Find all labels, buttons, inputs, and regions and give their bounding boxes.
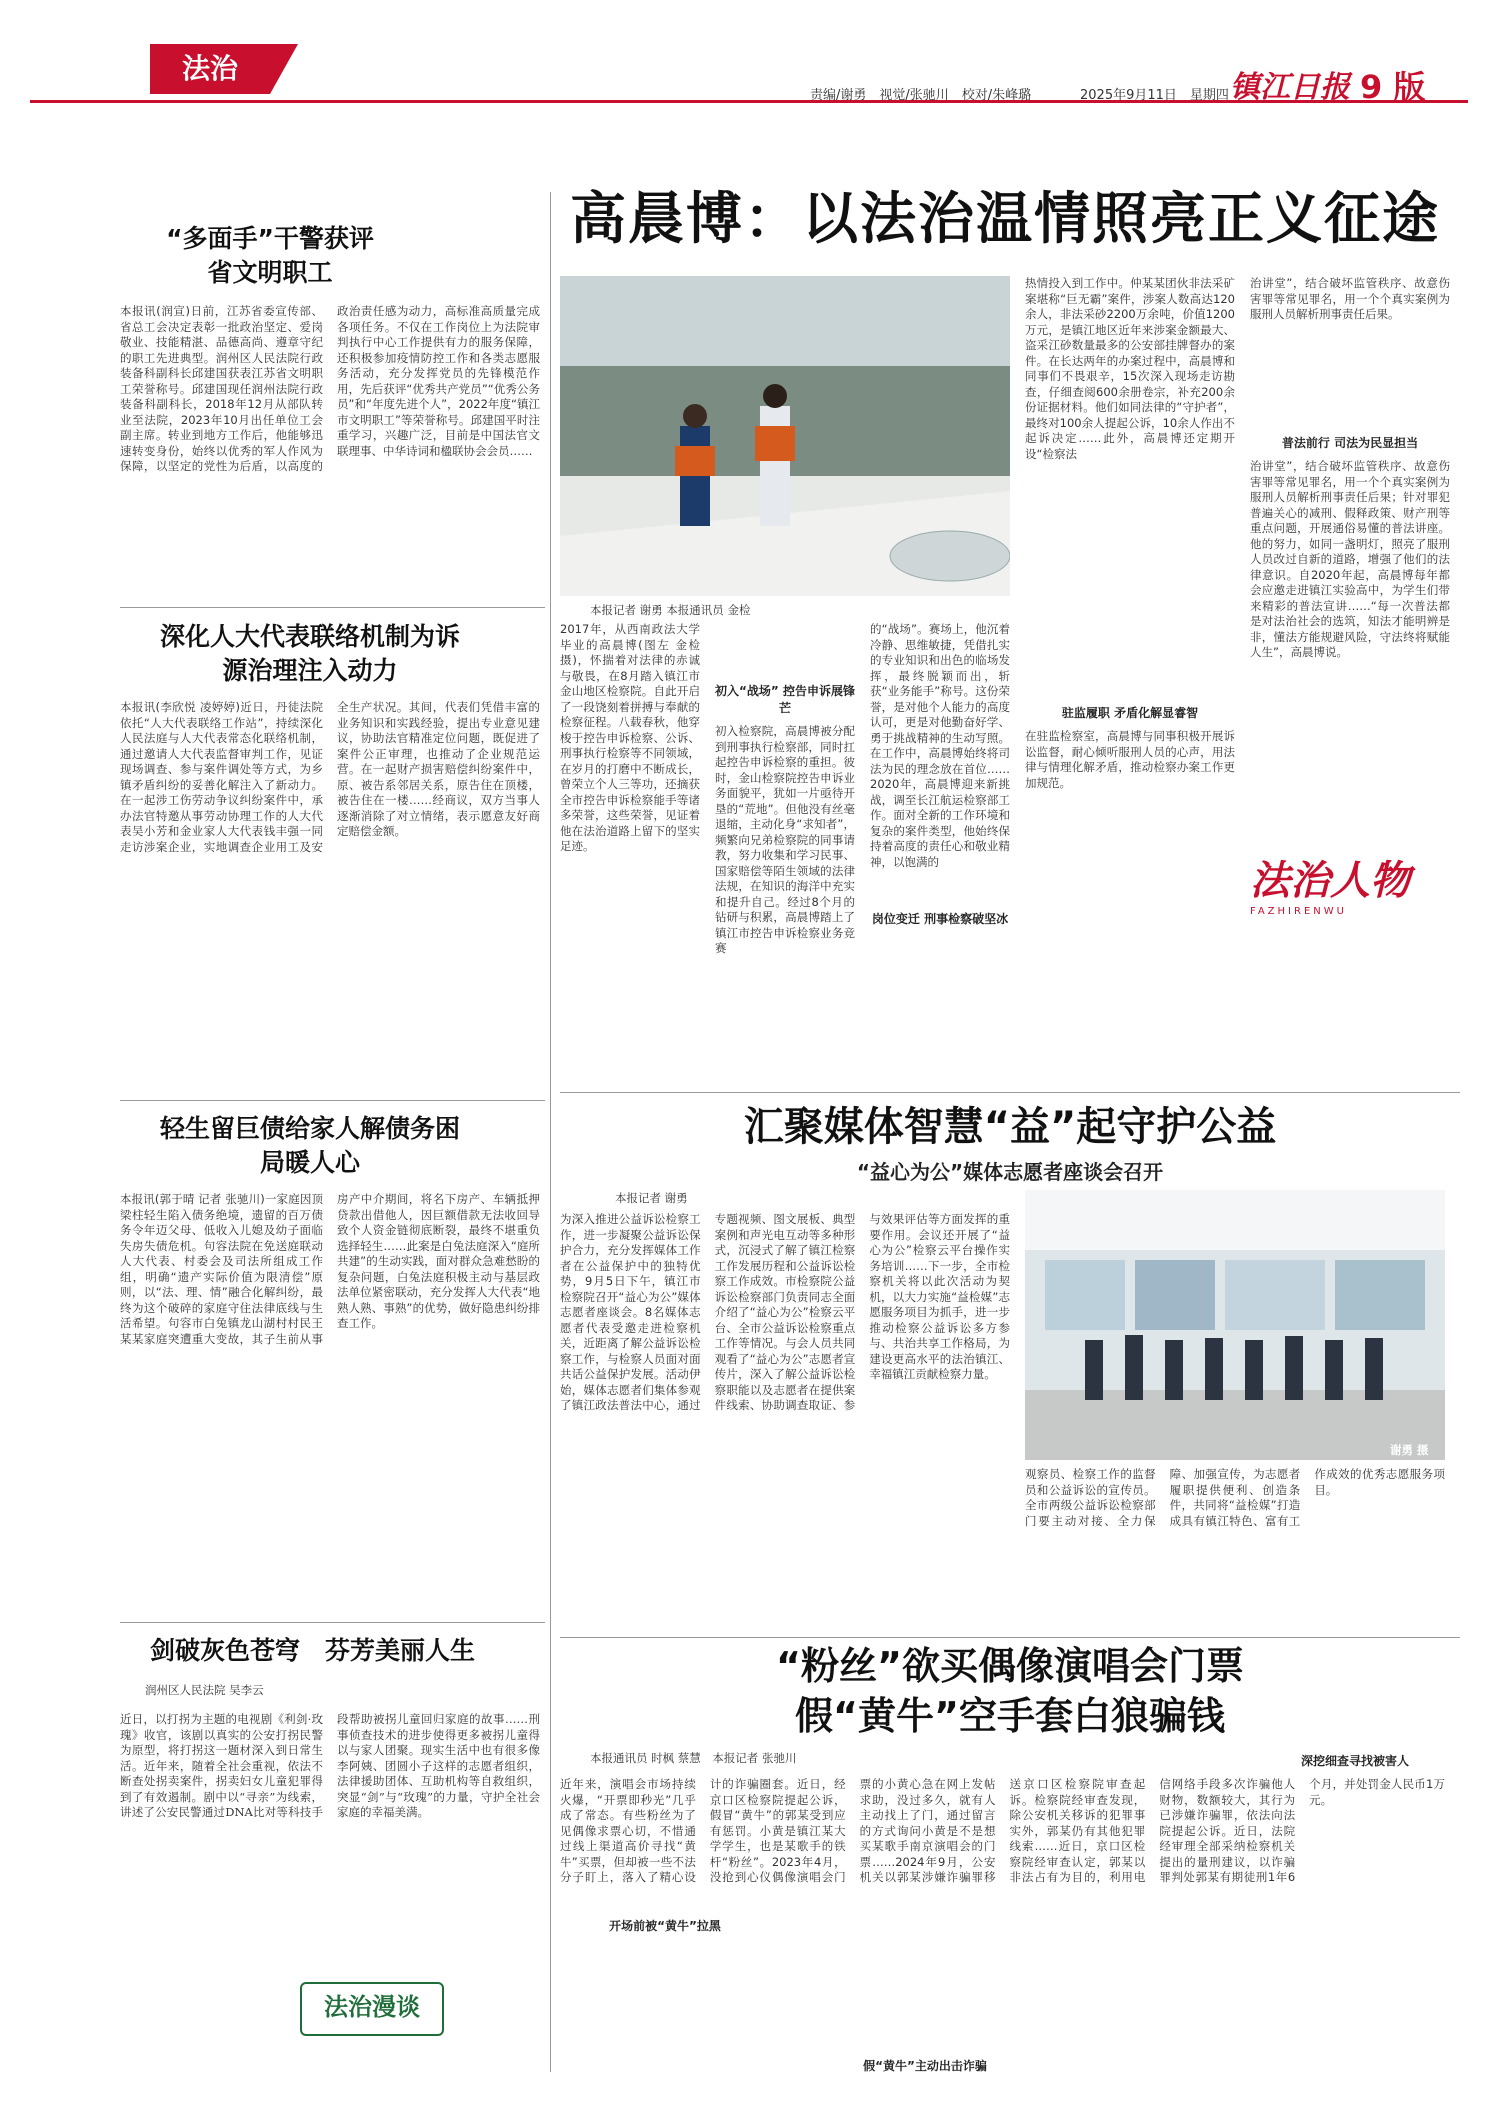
main-story-photo: [560, 276, 1010, 596]
bottom-subhead-3: 深挖细查寻找被害人: [1300, 1754, 1409, 1768]
bottom-story-title1: “粉丝”欲买偶像演唱会门票: [776, 1644, 1244, 1688]
main-story-col2-wrap: [715, 622, 855, 1092]
exhibit-hall-scene: [1025, 1190, 1445, 1460]
main-story-col4-wrap: [1025, 276, 1235, 1086]
mid-story-body2: 观察员、检察工作的监督员和公益诉讼的宣传员。全市两级公益诉讼检察部门要主动对接、全力保障、加强宣传，为志愿者履职提供便利、创造条件，共同将“益检媒”打造成具有镇江特色、富有工作成效的优秀志愿服务项目。: [1025, 1467, 1445, 1528]
left1-body: 本报讯(润宣)日前，江苏省委宣传部、省总工会决定表彰一批政治坚定、爱岗敬业、技能精湛、品德高尚、遵章守纪的职工先进典型。润州区人民法院行政装备科副科长邱建国获表江苏省文明职工荣誉称号。邱建国现任润州法院行政装备科副科长，2018年12月从部队转业至法院，2023年10月出任单位工会副主席。转业到地方工作后，他能够迅速转变身份，始终以优秀的军人作风为保障，以坚定的党性为后盾，以高度的政治责任感为动力，高标准高质量完成各项任务。不仅在工作岗位上为法院审判执行中心工作提供有力的服务保障，还积极参加疫情防控工作和各类志愿服务活动，充分发挥党员的先锋模范作用，先后获评“优秀共产党员”“优秀公务员”和“年度先进个人”，2022年度“镇江市文明职工”等荣誉称号。邱建国平时注重学习，兴趣广泛，目前是中国法官文联理事、中华诗词和楹联协会会员……: [120, 304, 540, 473]
bottom-story-body: 近年来，演唱会市场持续火爆，“开票即秒光”几乎成了常态。有些粉丝为了见偶像求票心切，不惜通过线上渠道高价寻找“黄牛”买票，但却被一些不法分子盯上，落入了精心设计的诈骗圈套。近日，经京口区检察院提起公诉，假冒“黄牛”的郭某受到应有惩罚。小黄是镇江某大学学生，也是某歌手的铁杆“粉丝”。2023年4月，没抢到心仪偶像演唱会门票的小黄心急在网上发帖求助，没过多久，就有人主动找上了门，通过留言的方式询问小黄是不是想买某歌手南京演唱会的门票……2024年9月，公安机关以郭某涉嫌诈骗罪移送京口区检察院审查起诉。检察院经审查发现，除公安机关移诉的犯罪事实外，郭某仍有其他犯罪线索……近日，京口区检察院经审查认定，郭某以非法占有为目的，利用电信网络手段多次诈骗他人财物，数额较大，其行为已涉嫌诈骗罪，依法向法院提起公诉。近日，法院经审理全部采纳检察机关提出的量刑建议，以诈骗罪判处郭某有期徒刑1年6个月，并处罚金人民币1万元。: [560, 1777, 1445, 1884]
left2-title: 深化人大代表联络机制为诉源治理注入动力: [159, 622, 460, 685]
main-story-col5a: 治讲堂”，结合破坏监管秩序、故意伤害罪等常见罪名，用一个个真实案例为服刑人员解析刑事责任后果。: [1250, 276, 1450, 321]
main-story-caption: 本报记者 谢勇 本报通讯员 金检: [590, 603, 751, 617]
main-story-col5: 治讲堂”，结合破坏监管秩序、故意伤害罪等常见罪名，用一个个真实案例为服刑人员解析刑事责任后果；针对罪犯普遍关心的减刑、假释政策、财产刑等重点问题，开展通俗易懂的普法讲座。他的努力，如同一盏明灯，照亮了服刑人员改过自新的道路，增强了他们的法律意识。自2020年起，高晨博每年都会应邀走进镇江实验高中，为学生们带来精彩的普法宣讲……“每一次普法都是对法治社会的选筑，知法才能明辨是非，懂法方能规避风险，守法终将赋能人生”，高晨博说。: [1250, 459, 1450, 659]
section-tag-slant: [270, 44, 298, 94]
subhead-1: 初入“战场” 控告申诉展锋芒: [715, 684, 855, 715]
mid-story-body: 为深入推进公益诉讼检察工作，进一步凝聚公益诉讼保护合力，充分发挥媒体工作者在公益保护中的独特优势，9月5日下午，镇江市检察院召开“益心为公”媒体志愿者座谈会。8名媒体志愿者代表受邀走进检察机关，近距离了解公益诉讼检察工作，与检察人员面对面共话公益保护发展。活动伊始，媒体志愿者们集体参观了镇江政法普法中心，通过专题视频、图文展板、典型案例和声光电互动等多种形式，沉浸式了解了镇江检察工作发展历程和公益诉讼检察工作成效。市检察院公益诉讼检察部门负责同志全面介绍了“益心为公”检察云平台、全市公益诉讼检察重点工作等情况。与会人员共同观看了“益心为公”志愿者宣传片，深入了解公益诉讼检察职能以及志愿者在提供案件线索、协助调查取证、参与效果评估等方面发挥的重要作用。会议还开展了“益心为公”检察云平台操作实务培训……下一步，全市检察机关将以此次活动为契机，以大力实施“益检媒”志愿服务项目为抓手，进一步推动检察公益诉讼多方参与、共治共享工作格局，为建设更高水平的法治镇江、幸福镇江贡献检察力量。: [560, 1212, 1010, 1412]
newspaper-page: [30, 22, 1468, 2096]
law-chat-stamp: [300, 1982, 444, 2036]
main-story-col4b: 在驻监检察室，高晨博与同事积极开展诉讼监督，耐心倾听服刑人员的心声，用法律与情理化解矛盾，推动检察办案工作更加规范。: [1025, 729, 1235, 790]
left3-title: 轻生留巨债给家人解债务困局暖人心: [160, 1114, 461, 1177]
section-tag: 法治: [150, 44, 270, 94]
mid-story-photo: [1025, 1190, 1445, 1460]
bottom-story-title2: 假“黄牛”空手套白狼骗钱: [795, 1694, 1225, 1738]
left4-byline: 润州区人民法院 吴李云: [145, 1683, 264, 1697]
main-story-col1: 2017年，从西南政法大学毕业的高晨博(图左 金检 摄)，怀揣着对法律的赤诚与敬畏，在8月踏入镇江市金山地区检察院。自此开启了一段饶刻着拼搏与奉献的检察征程。八载春秋，他穿梭于控告申诉检察、公诉、刑事执行检察等不同领域，在岁月的打磨中不断成长，曾荣立个人三等功，还摘获全市控告申诉检察能手等诸多荣誉，这些荣誉，见证着他在法治道路上留下的坚实足迹。: [560, 622, 700, 853]
date-line: 2025年9月11日 星期四: [1080, 88, 1229, 103]
main-story-col3-wrap: [870, 622, 1010, 1092]
masthead: [30, 22, 1468, 106]
mid-story-title: 汇聚媒体智慧“益”起守护公益: [743, 1104, 1277, 1150]
law-chat-stamp-text: 法治漫谈: [324, 1993, 420, 2021]
left2-body: 本报讯(李欣悦 凌婷婷)近日，丹徒法院依托“人大代表联络工作站”，持续深化人民法庭与人大代表常态化联络机制，通过邀请人大代表监督审判工作，见证现场调查、参与案件调处等方式，为乡镇矛盾纠纷的妥善化解注入了新动力。在一起涉工伤劳动争议纠纷案件中，承办法官特邀从事劳动协理工作的人大代表吴小芳和金业家人大代表钱丰强一同走访涉案企业，实地调查企业用工及安全生产状况。其间，代表们凭借丰富的业务知识和实践经验，提出专业意见建议，协助法官精准定位问题，既促进了案件公正审理，也推动了企业规范运营。在一起财产损害赔偿纠纷案件中，原、被告系邻居关系，原告住在顶楼，被告住在一楼……经商议，双方当事人逐渐消除了对立情绪，表示愿意友好商定赔偿金额。: [120, 700, 540, 854]
river-scene: [560, 276, 1010, 596]
law-person-stamp-sub: FAZHIRENWU: [1250, 906, 1347, 917]
divider: [120, 607, 545, 608]
bottom-subhead-1: 开场前被“黄牛”拉黑: [609, 1919, 721, 1933]
mid-story-subtitle: “益心为公”媒体志愿者座谈会召开: [856, 1160, 1164, 1184]
main-story-title: 高晨博：以法治温情照亮正义征途: [570, 187, 1440, 252]
main-story-col3: 的“战场”。赛场上，他沉着冷静、思维敏捷，凭借扎实的专业知识和出色的临场发挥，最终脱颖而出，斩获“业务能手”称号。这份荣誉，是对他个人能力的高度认可，更是对他勤奋好学、勇于挑战精神的生动写照。在工作中，高晨博始终将司法为民的理念放在首位……2020年，高晨博迎来新挑战，调至长江航运检察部工作。面对全新的工作环境和复杂的案件类型，他始终保持着高度的责任心和敬业精神，以饱满的: [870, 622, 1010, 869]
page-number: 9 版: [1360, 68, 1426, 106]
column-divider: [550, 192, 551, 2072]
mid-photo-credit: 谢勇 摄: [1390, 1443, 1429, 1457]
divider: [560, 1637, 1460, 1638]
divider: [560, 1092, 1460, 1093]
main-story-col5-wrap: [1250, 276, 1450, 1086]
subhead-3: 驻监履职 矛盾化解显睿智: [1061, 706, 1199, 720]
main-story-col2: 初入检察院，高晨博被分配到刑事执行检察部，同时扛起控告申诉检察的重担。彼时，金山检察院控告申诉业务面貌平，犹如一片亟待开垦的“荒地”。但他没有丝毫退缩，主动化身“求知者”，频繁向兄弟检察院的同事请教，努力收集和学习民事、国家赔偿等陌生领域的法律法规，在知识的海洋中充实和提升自己。经过8个月的钻研与积累，高晨博踏上了镇江市控告申诉检察业务竞赛: [715, 724, 855, 955]
subhead-4: 普法前行 司法为民显担当: [1281, 436, 1419, 450]
bottom-story-byline: 本报通讯员 时枫 蔡慧 本报记者 张驰川: [590, 1751, 797, 1765]
law-person-stamp: 法治人物: [1250, 857, 1410, 904]
mid-story-byline: 本报记者 谢勇: [615, 1191, 688, 1205]
left1-title: “多面手”干警获评省文明职工: [166, 224, 374, 287]
subhead-2: 岗位变迁 刑事检察破坚冰: [871, 912, 1009, 926]
editors-line: 责编/谢勇 视觉/张驰川 校对/朱峰璐: [810, 88, 1032, 103]
divider: [120, 1622, 545, 1623]
newspaper-logo: 镇江日报: [1230, 70, 1350, 105]
left4-body: 近日，以打拐为主题的电视剧《利剑·玫瑰》收官，该剧以真实的公安打拐民警为原型，将打拐这一题材深入到日常生活。近年来，随着全社会重视，依法不断查处拐卖案件，拐卖妇女儿童犯罪得到了有效遏制。剧中以“寻亲”为线索，讲述了公安民警通过DNA比对等科技手段帮助被拐儿童回归家庭的故事……刑事侦查技术的进步使得更多被拐儿童得以与家人团聚。现实生活中也有很多像李阿姨、团圆小子这样的志愿者组织，法律援助团体、互助机构等自救组织，突显“剑”与“玫瑰”的力量，守护全社会家庭的幸福美满。: [120, 1712, 540, 1819]
left3-body: 本报讯(郭于晴 记者 张驰川)一家庭因顶梁柱轻生陷入债务绝境，遗留的百万债务令年迈父母、低收入儿媳及幼子面临失房失债危机。句容法院在免送庭联动人大代表、村委会及司法所组成工作组，明确“遗产实际价值为限清偿”原则，以“法、理、情”融合化解纠纷，最终为这个破碎的家庭守住法律底线与生活希望。句容市白兔镇龙山湖村村民王某某家庭突遭重大变故，其子生前从事房产中介期间，将名下房产、车辆抵押贷款出借他人，因巨额借款无法收回导致个人资金链彻底断裂，最终不堪重负选择轻生……此案是白兔法庭深入“庭所共建”的生动实践，面对群众急难愁盼的复杂问题，白兔法庭积极主动与基层政法单位紧密联动，充分发挥人大代表“地熟人熟、事熟”的优势，做好隐患纠纷排查工作。: [120, 1192, 540, 1346]
bottom-subhead-2: 假“黄牛”主动出击诈骗: [863, 2059, 987, 2073]
divider: [120, 1100, 545, 1101]
main-story-col4: 热情投入到工作中。仲某某团伙非法采矿案堪称“巨无霸”案件，涉案人数高达120余人，非法采砂2200万余吨，价值1200万元，是镇江地区近年来涉案金额最大、盗采江砂数量最多的公安部挂牌督办的案件。在长达两年的办案过程中，高晨博和同事们不畏艰辛，15次深入现场走访勘查，仔细查阅600余册卷宗，补充200余份证据材料。他们如同法律的“守护者”，最终对100余人提起公诉，10余人作出不起诉决定……此外，高晨博还定期开设“检察法: [1025, 276, 1235, 461]
left4-title: 剑破灰色苍穹 芬芳美丽人生: [150, 1636, 476, 1665]
